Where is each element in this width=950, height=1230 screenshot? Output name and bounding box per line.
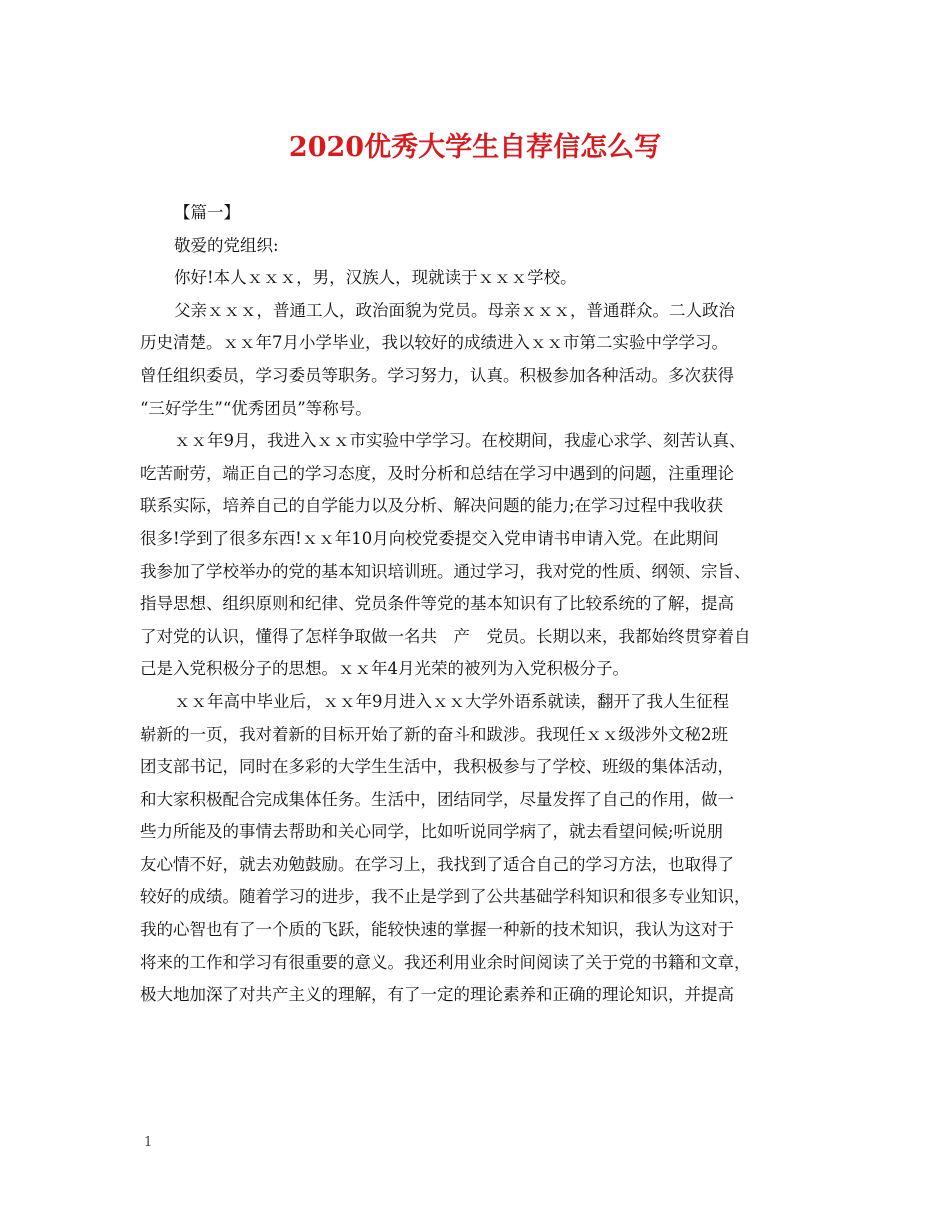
- text-line: 团支部书记，同时在多彩的大学生生活中，我积极参与了学校、班级的集体活动，: [140, 757, 734, 777]
- document-title: 2020优秀大学生自荐信怎么写: [288, 132, 662, 163]
- text-line: 和大家积极配合完成集体任务。生活中，团结同学，尽量发挥了自己的作用，做一: [140, 789, 734, 809]
- text-line: 很多!学到了很多东西!ｘｘ年10月向校党委提交入党申请书申请入党。在此期间: [140, 528, 719, 548]
- page-number: 1: [144, 1135, 153, 1150]
- text-line: ｘｘ年9月，我进入ｘｘ市实验中学学习。在校期间，我虚心求学、刻苦认真、: [174, 431, 746, 451]
- text-line: 你好!本人ｘｘｘ，男，汉族人，现就读于ｘｘｘ学校。: [174, 268, 577, 288]
- text-line: 指导思想、组织原则和纪律、党员条件等党的基本知识有了比较系统的了解，提高: [140, 594, 734, 614]
- text-line: 【篇一】: [174, 203, 240, 222]
- text-line: 我参加了学校举办的党的基本知识培训班。通过学习，我对党的性质、纲领、宗旨、: [140, 561, 751, 581]
- text-line: “三好学生”“优秀团员”等称号。: [140, 398, 372, 418]
- text-line: 父亲ｘｘｘ，普通工人，政治面貌为党员。母亲ｘｘｘ，普通群众。二人政治: [174, 300, 735, 320]
- text-line: 联系实际，培养自己的自学能力以及分析、解决问题的能力;在学习过程中我收获: [140, 496, 724, 516]
- text-line: 敬爱的党组织:: [174, 235, 279, 255]
- text-line: 了对党的认识，懂得了怎样争取做一名共 产 党员。长期以来，我都始终贯穿着自: [140, 626, 751, 646]
- text-line: 极大地加深了对共产主义的理解，有了一定的理论素养和正确的理论知识，并提高: [140, 985, 734, 1005]
- text-line: 吃苦耐劳，端正自己的学习态度，及时分析和总结在学习中遇到的问题，注重理论: [140, 463, 734, 483]
- text-line: 崭新的一页，我对着新的目标开始了新的奋斗和跋涉。我现任ｘｘ级涉外文秘2班: [140, 724, 728, 744]
- document-body: [140, 197, 830, 1012]
- text-line: 将来的工作和学习有很重要的意义。我还利用业余时间阅读了关于党的书籍和文章，: [140, 952, 751, 972]
- text-line: 历史清楚。ｘｘ年7月小学毕业，我以较好的成绩进入ｘｘ市第二实验中学学习。: [140, 333, 728, 353]
- text-line: 曾任组织委员，学习委员等职务。学习努力，认真。积极参加各种活动。多次获得: [140, 365, 734, 385]
- text-line: 我的心智也有了一个质的飞跃，能较快速的掌握一种新的技术知识，我认为这对于: [140, 920, 734, 940]
- text-line: 友心情不好，就去劝勉鼓励。在学习上，我找到了适合自己的学习方法，也取得了: [140, 854, 734, 874]
- text-line: ｘｘ年高中毕业后，ｘｘ年9月进入ｘｘ大学外语系就读，翻开了我人生征程: [174, 691, 729, 711]
- text-line: 些力所能及的事情去帮助和关心同学，比如听说同学病了，就去看望问候;听说朋: [140, 822, 724, 842]
- text-line: 己是入党积极分子的思想。ｘｘ年4月光荣的被列为入党积极分子。: [140, 659, 629, 679]
- text-line: 较好的成绩。随着学习的进步，我不止是学到了公共基础学科知识和很多专业知识，: [140, 887, 751, 907]
